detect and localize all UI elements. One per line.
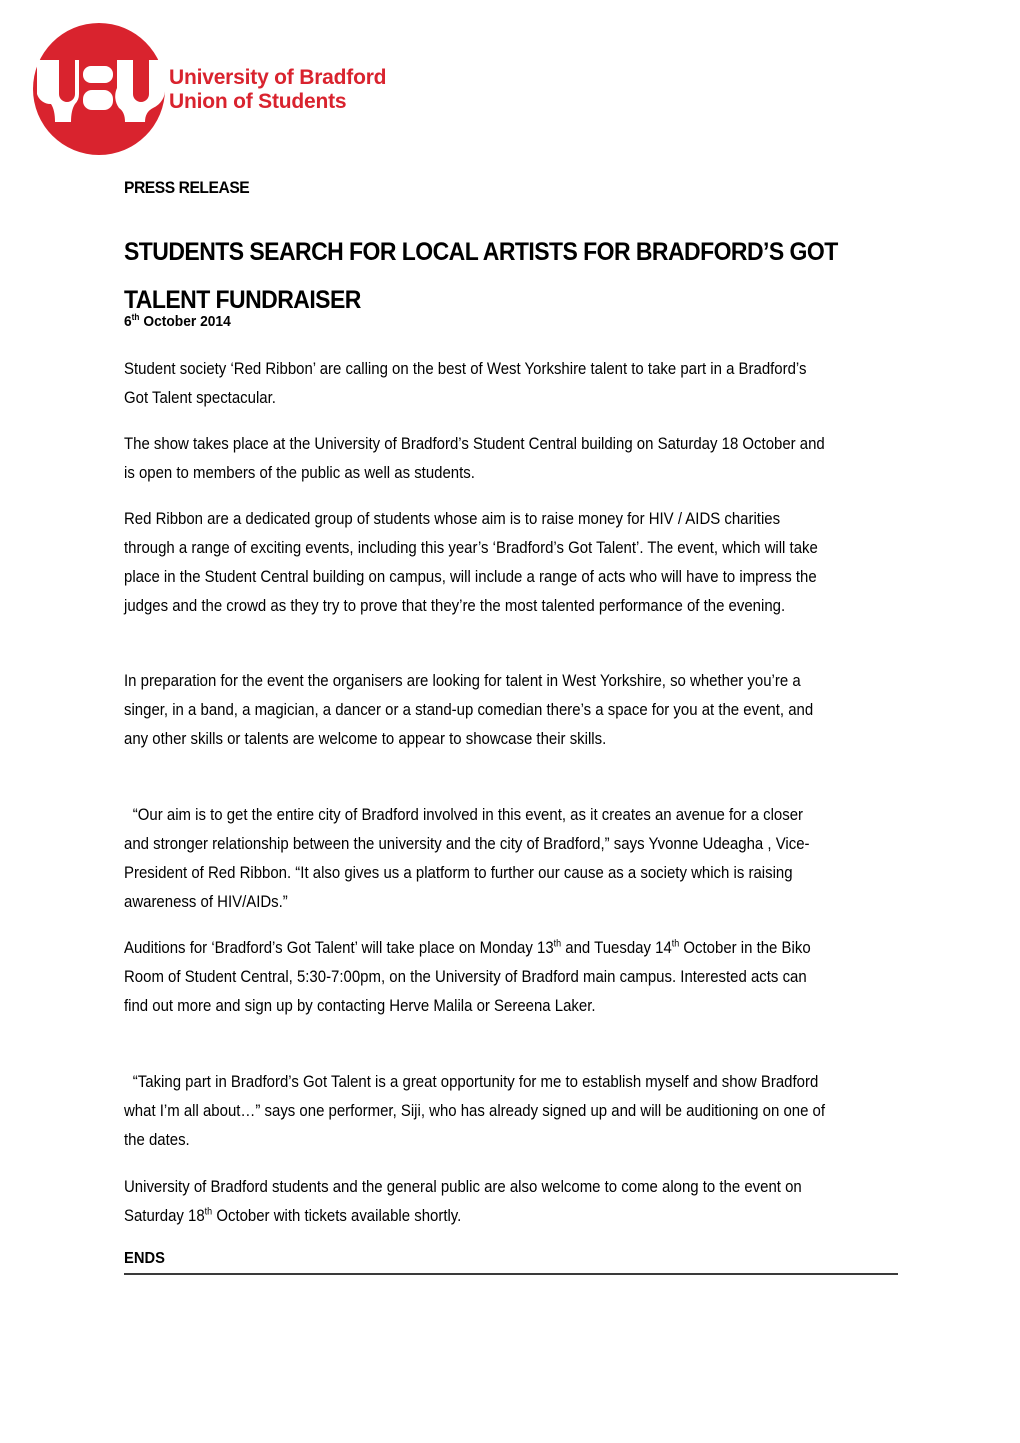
ends-label: ENDS	[124, 1250, 165, 1267]
date-day: 6	[124, 313, 132, 330]
paragraph-red-ribbon: Red Ribbon are a dedicated group of students whose aim is to raise money for HIV / AIDS charities through a range of exciting events, including this year’s ‘Bradford’s Got Talent’. The event, which will take place in the Student Central building on campus, will include a range of acts who will have to impress the judges and the crowd as they try to prove that they’re the most talented performance of the evening.	[124, 509, 818, 615]
paragraph-quote-performer: “Taking part in Bradford’s Got Talent is a great opportunity for me to establish myself and show Bradford what I’m all about…” says one performer, Siji, who has already signed up and will be auditioning on one of the dates.	[124, 1072, 826, 1149]
logo-line-1: University of Bradford	[169, 66, 387, 89]
release-date	[124, 313, 231, 330]
paragraph-quote-vice-president: “Our aim is to get the entire city of Bradford involved in this event, as it creates an avenue for a closer and stronger relationship between the university and the city of Bradford,” says Yvonne Udeagha , Vice-President of Red Ribbon. “It also gives us a platform to further our cause as a society which is raising awareness of HIV/AIDs.”	[124, 805, 810, 911]
auditions-text-1: Auditions for ‘Bradford’s Got Talent’ will take place on Monday 13	[124, 938, 554, 957]
tickets-text-2: October with tickets available shortly.	[212, 1206, 462, 1225]
logo-line-2: Union of Students	[169, 90, 347, 113]
paragraph-venue: The show takes place at the University of Bradford’s Student Central building on Saturday 18 October and is open to members of the public as well as students.	[124, 434, 825, 482]
auditions-text-3: October in the Biko Room of Student Central, 5:30-7:00pm, on the University of Bradford main campus. Interested acts can find out more and sign up by contacting Herve Malila or Sereena Laker.	[124, 938, 811, 1015]
press-release-label: PRESS RELEASE	[124, 178, 250, 197]
union-logo	[33, 20, 433, 160]
auditions-text-2: and Tuesday 14	[561, 938, 672, 957]
auditions-sup-2: th	[671, 938, 680, 950]
auditions-sup-1: th	[553, 938, 562, 950]
tickets-sup: th	[204, 1206, 213, 1218]
ubu-monogram-icon	[33, 20, 165, 158]
union-name	[169, 66, 386, 114]
paragraph-intro: Student society ‘Red Ribbon’ are calling on the best of West Yorkshire talent to take part in a Bradford’s Got Talent spectacular.	[124, 359, 807, 407]
date-rest: October 2014	[139, 313, 231, 330]
paragraph-tickets	[124, 1172, 828, 1230]
date-suffix: th	[131, 312, 140, 322]
paragraph-talent-search: In preparation for the event the organisers are looking for talent in West Yorkshire, so whether you’re a singer, in a band, a magician, a dancer or a stand-up comedian there’s a space for you at the event, and any other skills or talents are welcome to appear to showcase their skills.	[124, 671, 814, 748]
paragraph-auditions	[124, 933, 828, 1020]
ends-divider	[124, 1273, 898, 1275]
headline: STUDENTS SEARCH FOR LOCAL ARTISTS FOR BRADFORD’S GOT TALENT FUNDRAISER	[124, 238, 838, 314]
tickets-text-1: University of Bradford students and the general public are also welcome to come along to the event on Saturday 18	[124, 1177, 802, 1225]
